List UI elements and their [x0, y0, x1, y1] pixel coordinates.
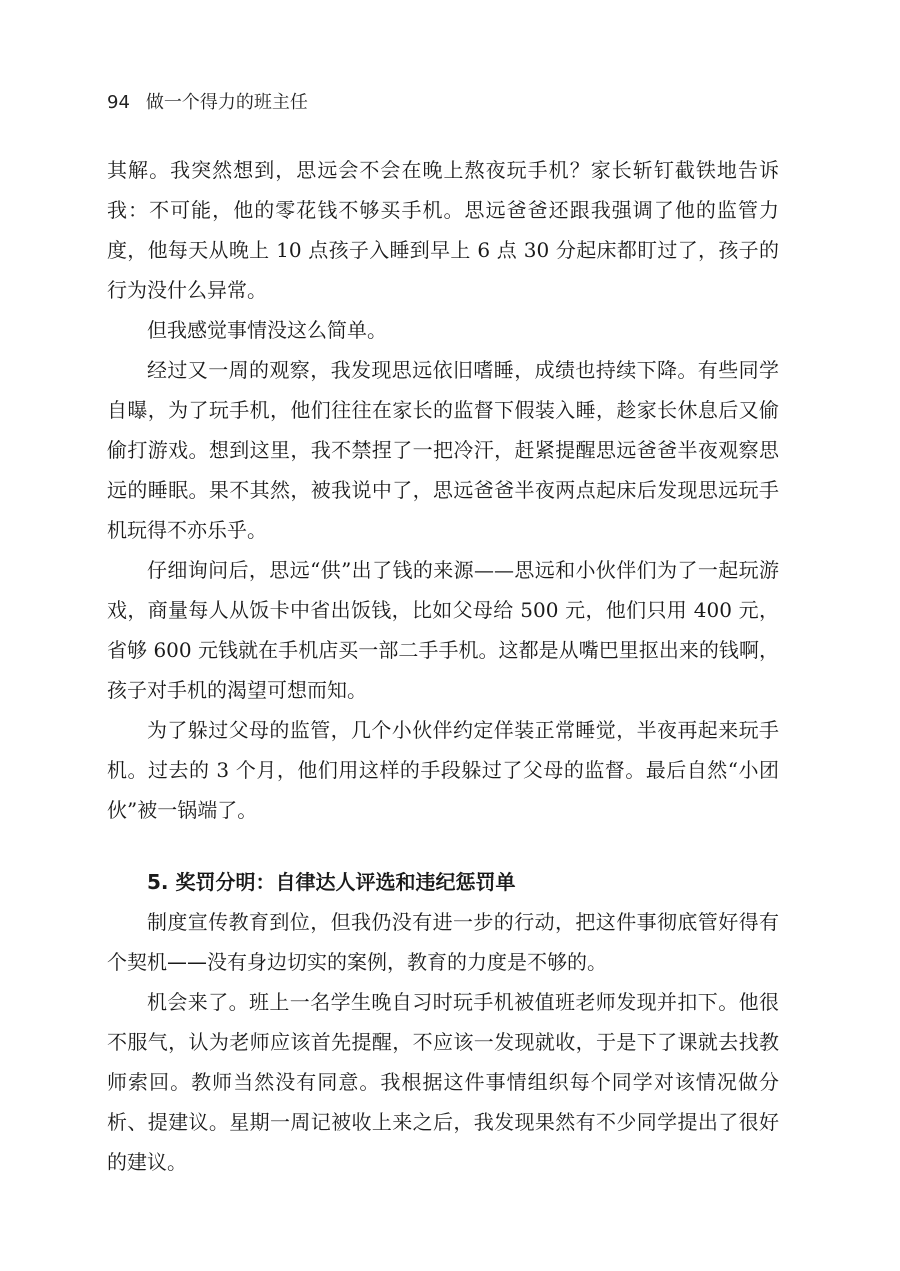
page-number: 94: [107, 92, 130, 113]
paragraph: 经过又一周的观察，我发现思远依旧嗜睡，成绩也持续下降。有些同学自曝，为了玩手机，他们往往在家长的监督下假装入睡，趁家长休息后又偷偷打游戏。想到这里，我不禁捏了一把冷汗，赶紧提醒思远爸爸半夜观察思远的睡眠。果不其然，被我说中了，思远爸爸半夜两点起床后发现思远玩手机玩得不亦乐乎。: [107, 358, 779, 542]
paragraph: 为了躲过父母的监管，几个小伙伴约定佯装正常睡觉，半夜再起来玩手机。过去的 3 个月，他们用这样的手段躲过了父母的监督。最后自然“小团伙”被一锅端了。: [107, 718, 779, 822]
book-title: 做一个得力的班主任: [145, 92, 308, 113]
paragraph: 制度宣传教育到位，但我仍没有进一步的行动，把这件事彻底管好得有个契机——没有身边切实的案例，教育的力度是不够的。: [107, 910, 779, 974]
paragraph-continued: 其解。我突然想到，思远会不会在晚上熬夜玩手机？家长斩钉截铁地告诉我：不可能，他的零花钱不够买手机。思远爸爸还跟我强调了他的监管力度，他每天从晚上 10 点孩子入睡到早上 6 点 30 分起床都盯过了，孩子的行为没什么异常。: [107, 158, 779, 302]
paragraph: 仔细询问后，思远“供”出了钱的来源——思远和小伙伴们为了一起玩游戏，商量每人从饭卡中省出饭钱，比如父母给 500 元，他们只用 400 元，省够 600 元钱就在手机店买一部二手手机。这都是从嘴巴里抠出来的钱啊，孩子对手机的渴望可想而知。: [107, 558, 779, 702]
main-text: [107, 150, 779, 830]
section-5: [107, 862, 779, 1182]
section-heading: 5. 奖罚分明：自律达人评选和违纪惩罚单: [147, 870, 516, 894]
paragraph: 但我感觉事情没这么简单。: [147, 318, 387, 342]
paragraph: 机会来了。班上一名学生晚自习时玩手机被值班老师发现并扣下。他很不服气，认为老师应该首先提醒，不应该一发现就收，于是下了课就去找教师索回。教师当然没有同意。我根据这件事情组织每个同学对该情况做分析、提建议。星期一周记被收上来之后，我发现果然有不少同学提出了很好的建议。: [107, 990, 779, 1174]
running-header: [107, 88, 308, 114]
